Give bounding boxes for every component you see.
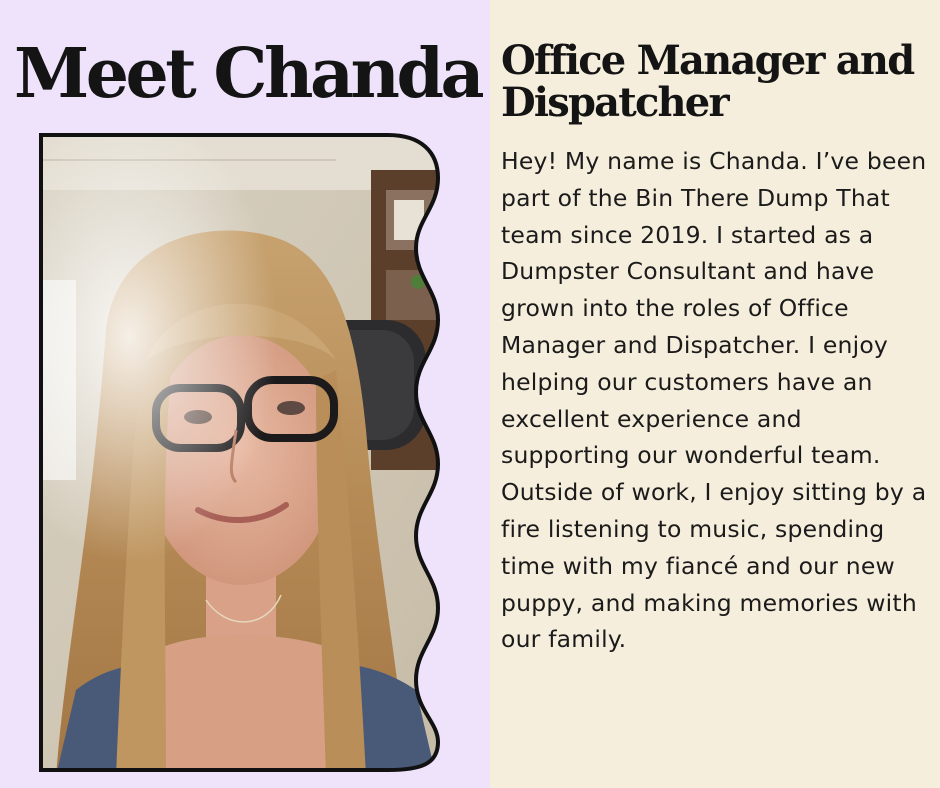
portrait-photo [36, 130, 460, 776]
role-title: Office Manager and Dispatcher [501, 37, 914, 126]
bio-paragraph: Hey! My name is Chanda. I’ve been part of the Bin There Dump That team since 2019. I started as a Dumpster Consultant and have grown into the roles of Office Manager and Dispatcher. I enjoy helping our customers have an excellent experience and supporting our wonderful team. Outside of work, I enjoy sitting by a fire listening to music, spending time with my fiancé and our new puppy, and making memories with our family. [501, 147, 927, 654]
page-title: Meet Chanda [14, 34, 482, 114]
